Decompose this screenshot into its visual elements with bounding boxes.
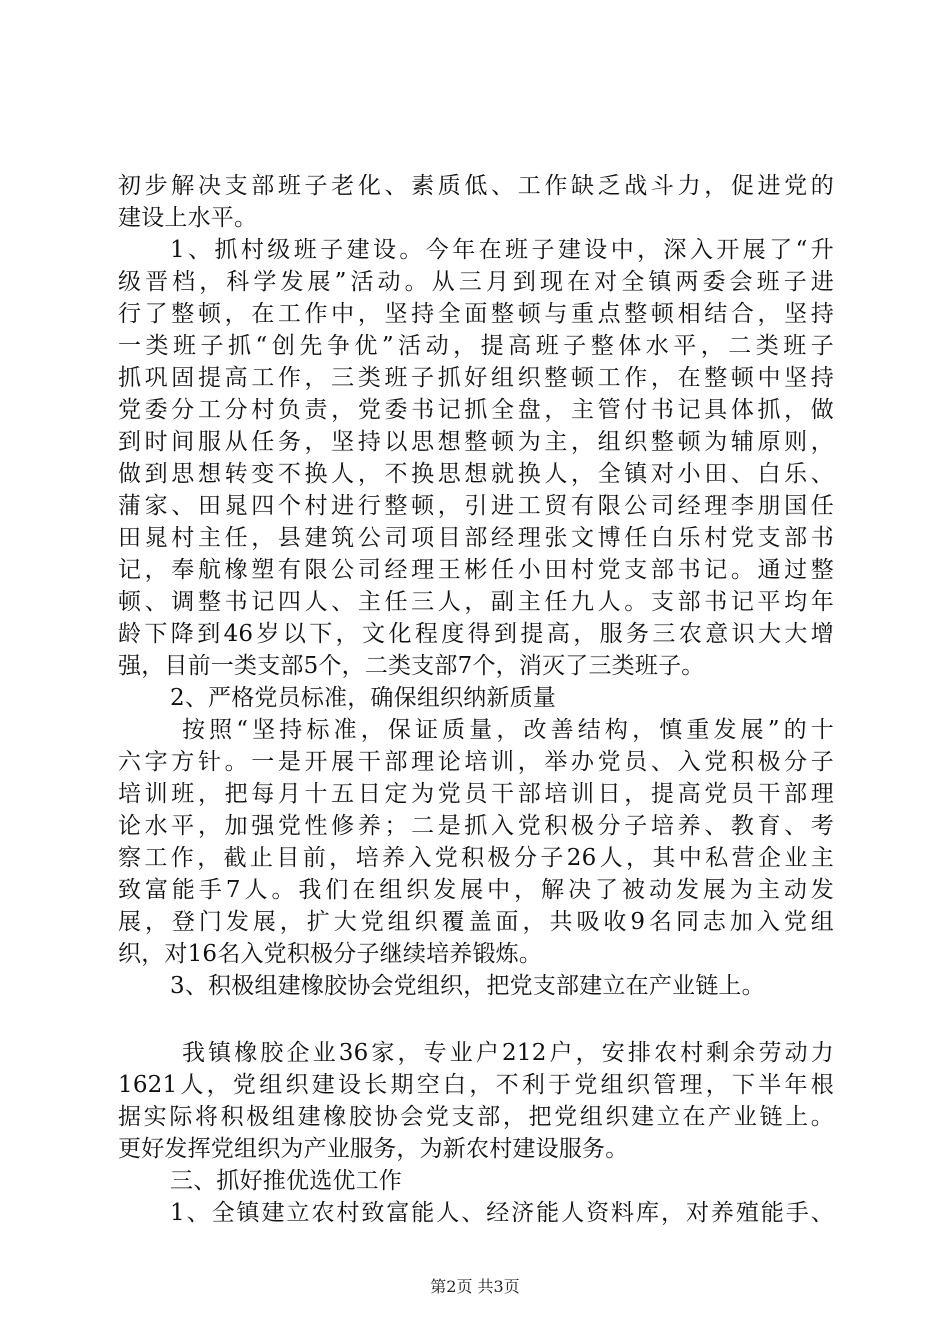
text-line: 一类班子抓“创先争优”活动，提高班子整体水平，二类班子	[118, 333, 834, 359]
text-line: 织，对16名入党积极分子继续培养锻炼。	[118, 941, 543, 967]
text-line: 三、抓好推优选优工作	[170, 1168, 402, 1194]
text-line: 我镇橡胶企业36家，专业户212户，安排农村剩余劳动力	[182, 1040, 834, 1066]
text-line: 更好发挥党组织为产业服务，为新农村建设服务。	[118, 1136, 629, 1162]
blank-line	[118, 1002, 834, 1037]
text-line: 强，目前一类支部5个，二类支部7个，消灭了三类班子。	[118, 653, 705, 679]
text-line: 做到思想转变不换人，不换思想就换人，全镇对小田、白乐、	[118, 461, 834, 487]
text-line: 据实际将积极组建橡胶协会党支部，把党组织建立在产业链上。	[118, 1104, 834, 1130]
text-line: 2、严格党员标准，确保组织纳新质量	[170, 685, 557, 711]
text-line: 1621人，党组织建设长期空白，不利于党组织管理，下半年根	[118, 1072, 834, 1098]
text-line: 记，奉航橡塑有限公司经理王彬任小田村党支部书记。通过整	[118, 557, 834, 583]
text-line: 龄下降到46岁以下，文化程度得到提高，服务三农意识大大增	[118, 621, 834, 647]
text-line: 顿、调整书记四人、主任三人，副主任九人。支部书记平均年	[118, 589, 834, 615]
text-line: 论水平，加强党性修养；二是抓入党积极分子培养、教育、考	[118, 813, 834, 839]
text-line: 展，登门发展，扩大党组织覆盖面，共吸收9名同志加入党组	[118, 909, 834, 935]
text-line: 建设上水平。	[118, 205, 258, 231]
text-line: 到时间服从任务，坚持以思想整顿为主，组织整顿为辅原则，	[118, 429, 834, 455]
text-line: 察工作，截止目前，培养入党积极分子26人，其中私营企业主	[118, 845, 834, 871]
text-line: 抓巩固提高工作，三类班子抓好组织整顿工作，在整顿中坚持	[118, 365, 834, 391]
text-line: 3、积极组建橡胶协会党组织，把党支部建立在产业链上。	[170, 973, 765, 999]
text-line: 蒲家、田晁四个村进行整顿，引进工贸有限公司经理李朋国任	[118, 493, 834, 519]
document-body	[118, 170, 834, 1229]
text-line: 行了整顿，在工作中，坚持全面整顿与重点整顿相结合，坚持	[118, 301, 834, 327]
text-line: 按照“坚持标准，保证质量，改善结构，慎重发展”的十	[182, 717, 834, 743]
text-line: 党委分工分村负责，党委书记抓全盘，主管付书记具体抓，做	[118, 397, 834, 423]
text-line: 致富能手7人。我们在组织发展中，解决了被动发展为主动发	[118, 877, 834, 903]
text-line: 1、抓村级班子建设。今年在班子建设中，深入开展了“升	[170, 237, 834, 263]
page-footer: 第2页 共3页	[430, 1277, 520, 1296]
text-line: 田晁村主任，县建筑公司项目部经理张文博任白乐村党支部书	[118, 525, 834, 551]
text-line: 级晋档，科学发展”活动。从三月到现在对全镇两委会班子进	[118, 269, 834, 295]
text-line: 培训班，把每月十五日定为党员干部培训日，提高党员干部理	[118, 781, 834, 807]
text-line: 六字方针。一是开展干部理论培训，举办党员、入党积极分子	[118, 749, 834, 775]
text-line: 1、全镇建立农村致富能人、经济能人资料库，对养殖能手、	[170, 1200, 834, 1226]
text-line: 初步解决支部班子老化、素质低、工作缺乏战斗力，促进党的	[118, 173, 834, 199]
